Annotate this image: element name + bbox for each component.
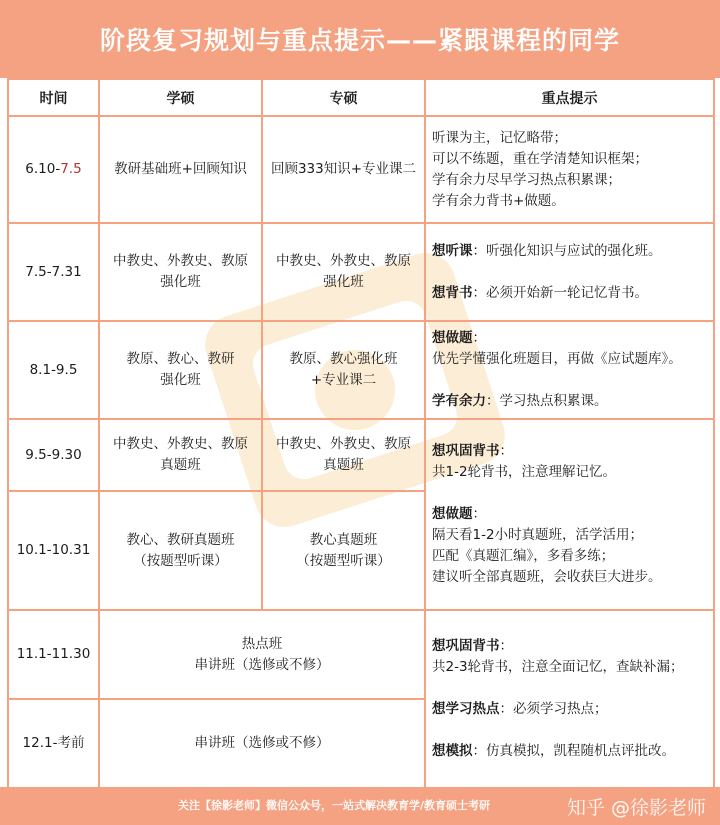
professional-cell: 教原、教心强化班 +专业课二 (262, 321, 425, 419)
time-cell: 10.1-10.31 (8, 491, 99, 610)
header-tips: 重点提示 (425, 79, 714, 116)
time-cell: 7.5-7.31 (8, 223, 99, 321)
time-cell: 6.10-7.5 (8, 116, 99, 223)
time-cell: 8.1-9.5 (8, 321, 99, 419)
tip-item: 想背书：必须开始新一轮记忆背书。 (432, 284, 648, 301)
tip-item: 想巩固背书： 共1-2轮背书，注意理解记忆。 (432, 443, 617, 480)
merged-course-cell: 串讲班（选修或不修） (99, 699, 425, 788)
tip-item: 想巩固背书： 共2-3轮背书，注意全面记忆，查缺补漏； (432, 638, 684, 675)
tips-cell (425, 321, 714, 419)
tips-cell (425, 419, 714, 610)
professional-cell: 回顾333知识+专业课二 (262, 116, 425, 223)
tips-cell (425, 223, 714, 321)
professional-cell: 中教史、外教史、教原 真题班 (262, 419, 425, 491)
tip-item: 想学习热点：必须学习热点； (432, 701, 608, 717)
table-row (8, 321, 714, 419)
tip-item: 想模拟：仿真模拟，凯程随机点评批改。 (432, 743, 675, 759)
academic-cell: 中教史、外教史、教原 强化班 (99, 223, 262, 321)
time-cell: 9.5-9.30 (8, 419, 99, 491)
table-row (8, 419, 714, 491)
time-cell: 12.1-考前 (8, 699, 99, 788)
merged-course-cell: 热点班 串讲班（选修或不修） (99, 610, 425, 699)
tips-cell: 听课为主，记忆略带； 可以不练题，重在学清楚知识框架； 学有余力尽早学习热点积累课； 学有余力背书+做题。 (425, 116, 714, 223)
academic-cell: 中教史、外教史、教原 真题班 (99, 419, 262, 491)
tip-item: 想听课：听强化知识与应试的强化班。 (432, 242, 662, 259)
footer-note: 关注【徐影老师】微信公众号，一站式解决教育学/教育硕士考研 (178, 799, 491, 812)
professional-cell: 教心真题班 （按题型听课） (262, 491, 425, 610)
tip-item: 学有余力：学习热点积累课。 (432, 393, 608, 409)
watermark: 知乎 @徐影老师 (566, 797, 706, 819)
header-professional: 专硕 (262, 79, 425, 116)
footer-bar (0, 787, 720, 825)
academic-cell: 教心、教研真题班 （按题型听课） (99, 491, 262, 610)
header-row (8, 79, 714, 116)
tip-item: 想做题： 隔天看1-2小时真题班，活学活用； 匹配《真题汇编》，多看多练； 建议听全部真题班，会收获巨大进步。 (432, 506, 662, 585)
page-title: 阶段复习规划与重点提示——紧跟课程的同学 (0, 0, 720, 78)
table-row (8, 223, 714, 321)
schedule-table (7, 78, 715, 789)
academic-cell: 教研基础班+回顾知识 (99, 116, 262, 223)
time-highlight: 7.5 (60, 161, 82, 177)
tips-cell (425, 610, 714, 788)
professional-cell: 中教史、外教史、教原 强化班 (262, 223, 425, 321)
header-academic: 学硕 (99, 79, 262, 116)
tip-item: 想做题： 优先学懂强化班题目，再做《应试题库》。 (432, 330, 682, 367)
table-row (8, 610, 714, 699)
header-time: 时间 (8, 79, 99, 116)
time-cell: 11.1-11.30 (8, 610, 99, 699)
table-row (8, 116, 714, 223)
academic-cell: 教原、教心、教研 强化班 (99, 321, 262, 419)
